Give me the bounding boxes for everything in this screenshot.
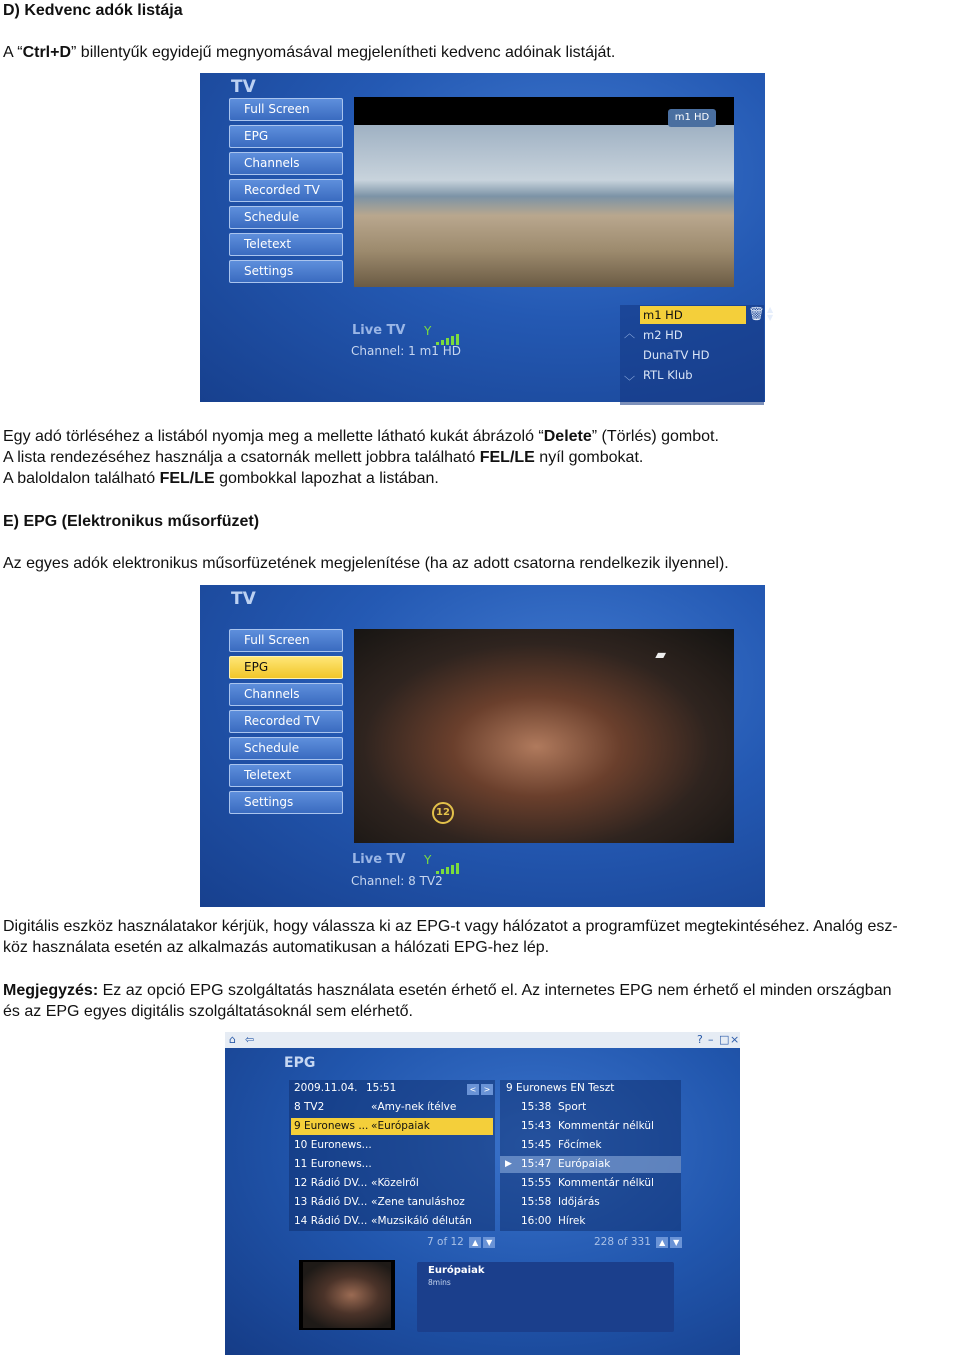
maximize-icon[interactable]: □ [719, 1033, 730, 1046]
epg-channel-row[interactable] [291, 1099, 493, 1116]
favorite-item[interactable]: RTL Klub [643, 368, 693, 382]
p2-text-post: nyíl gombokat. [534, 449, 644, 466]
menu-teletext[interactable]: Teletext [229, 764, 343, 787]
schedule-title: Kommentár nélkül [558, 1177, 654, 1189]
channel-name: 10 Euronews... [294, 1139, 372, 1151]
schedule-row[interactable] [500, 1137, 681, 1154]
p1-text-pre: Egy adó törléséhez a listából nyomja meg a mellette látható kukát ábrázoló “ [3, 428, 544, 445]
schedule-time: 15:55 [521, 1177, 552, 1189]
channel-name: 8 TV2 [294, 1101, 325, 1113]
p3-text-pre: A baloldalon található [3, 470, 160, 487]
pager-up-icon[interactable]: ▲ [656, 1237, 668, 1248]
schedule-title: Időjárás [558, 1196, 600, 1208]
section-d-intro [3, 42, 615, 63]
video-area[interactable] [354, 629, 734, 843]
sort-arrows-icon[interactable]: ▲ ▼ [767, 305, 774, 322]
intro-text-pre: A “ [3, 44, 23, 61]
tv-menu [229, 629, 343, 818]
channel-name: 12 Rádió DV... [294, 1177, 368, 1189]
intro-text-post: ” billentyűk egyidejű megnyomásával megjelenítheti kedvenc adóinak listáját. [71, 44, 616, 61]
schedule-pager [594, 1236, 682, 1248]
epg-title-bar [225, 1032, 740, 1048]
help-icon[interactable]: ? [697, 1033, 703, 1046]
schedule-time: 15:58 [521, 1196, 552, 1208]
schedule-row-selected[interactable] [500, 1156, 681, 1173]
program-name: «Amy-nek ítélve [371, 1101, 457, 1113]
epg-channel-row[interactable] [291, 1137, 493, 1154]
note-label: Megjegyzés: [3, 982, 99, 999]
beach-scene-image [354, 125, 734, 287]
menu-channels[interactable]: Channels [229, 683, 343, 706]
tv-title: TV [231, 77, 256, 97]
menu-schedule[interactable]: Schedule [229, 737, 343, 760]
drama-scene-image [354, 629, 734, 843]
list-up-arrow-icon[interactable]: ︿ [624, 327, 635, 340]
section-d-p1 [3, 426, 719, 447]
home-icon[interactable]: ⌂ [229, 1033, 236, 1046]
epg-channel-row-selected[interactable] [291, 1118, 493, 1135]
section-e-heading: E) EPG (Elektronikus műsorfüzet) [3, 513, 260, 530]
schedule-title: Sport [558, 1101, 587, 1113]
epg-time: 15:51 [366, 1082, 397, 1094]
prev-day-icon[interactable]: < [467, 1084, 479, 1095]
schedule-title: Főcímek [558, 1139, 602, 1151]
list-down-arrow-icon[interactable]: ﹀ [624, 375, 635, 388]
live-tv-label: Live TV [352, 852, 406, 867]
schedule-row[interactable] [500, 1175, 681, 1192]
program-name: «Muzsikáló délután [371, 1215, 472, 1227]
back-icon[interactable]: ⇦ [245, 1033, 255, 1046]
schedule-row[interactable] [500, 1099, 681, 1116]
menu-channels[interactable]: Channels [229, 152, 343, 175]
channel-logo: m1 HD [668, 109, 716, 127]
epg-channel-row[interactable] [291, 1213, 493, 1230]
schedule-time: 16:00 [521, 1215, 552, 1227]
schedule-time: 15:45 [521, 1139, 552, 1151]
pager-down-icon[interactable]: ▼ [483, 1237, 495, 1248]
menu-epg[interactable]: EPG [229, 125, 343, 148]
play-arrow-icon: ▶ [505, 1159, 512, 1169]
epg-screenshot [225, 1032, 740, 1355]
p1-bold: Delete [543, 428, 592, 445]
epg-preview-thumbnail[interactable] [299, 1260, 395, 1330]
menu-teletext[interactable]: Teletext [229, 233, 343, 256]
tv-title: TV [231, 589, 256, 609]
channel-name: 14 Rádió DV... [294, 1215, 368, 1227]
schedule-time: 15:43 [521, 1120, 552, 1132]
minimize-icon[interactable]: – [708, 1033, 714, 1046]
section-e-note [3, 980, 892, 1001]
epg-title: EPG [284, 1055, 316, 1071]
preview-image [303, 1262, 391, 1328]
schedule-time: 15:38 [521, 1101, 552, 1113]
p1-text-post: ” (Törlés) gombot. [591, 428, 719, 445]
favorite-item[interactable]: m2 HD [643, 328, 683, 342]
close-icon[interactable]: × [730, 1033, 740, 1046]
epg-date: 2009.11.04. [294, 1082, 358, 1094]
intro-key: Ctrl+D [22, 44, 72, 61]
menu-recorded-tv[interactable]: Recorded TV [229, 179, 343, 202]
schedule-time: 15:47 [521, 1158, 552, 1170]
tv-screenshot-epg-menu [200, 585, 765, 907]
favorite-item[interactable]: DunaTV HD [643, 348, 710, 362]
note-line1: Ez az opció EPG szolgáltatás használata esetén érhető el. Az internetes EPG nem érhető el minden országban [98, 982, 892, 999]
channel-info: Channel: 8 TV2 [351, 874, 443, 888]
signal-strength-icon [436, 855, 461, 869]
program-name: «Közelről [371, 1177, 419, 1189]
epg-schedule-panel [500, 1080, 681, 1231]
epg-channel-panel [289, 1080, 495, 1231]
schedule-title: Kommentár nélkül [558, 1120, 654, 1132]
age-rating-badge: 12 [432, 802, 454, 824]
schedule-row[interactable] [500, 1194, 681, 1211]
channel-pager [427, 1236, 495, 1248]
menu-epg[interactable]: EPG [229, 656, 343, 679]
channel-pager-text: 7 of 12 [427, 1236, 464, 1248]
section-e-p1-line1: Digitális eszköz használatakor kérjük, hogy válassza ki az EPG-t vagy hálózatot a programfüzet megtekintéséhez. Analóg esz- [3, 918, 898, 935]
channel-name: 9 Euronews ... [294, 1120, 369, 1132]
program-info-duration: 8mins [428, 1278, 451, 1287]
p3-bold: FEL/LE [159, 470, 215, 487]
next-day-icon[interactable]: > [481, 1084, 493, 1095]
schedule-title: Hírek [558, 1215, 586, 1227]
p2-text-pre: A lista rendezéséhez használja a csatornák mellett jobbra található [3, 449, 480, 466]
signal-strength-icon [436, 326, 461, 340]
channel-logo-icon: ▰ [655, 647, 666, 663]
section-d-heading: D) Kedvenc adók listája [3, 2, 183, 19]
section-e-intro: Az egyes adók elektronikus műsorfüzetének megjelenítése (ha az adott csatorna rendelkezik ilyennel). [3, 555, 729, 572]
delete-trash-icon[interactable]: 🗑 [748, 307, 765, 322]
section-e-note-line2: és az EPG egyes digitális szolgáltatásoknál sem elérhető. [3, 1003, 413, 1020]
tv-screenshot-favorites [200, 73, 774, 402]
section-d-p3 [3, 468, 439, 489]
menu-full-screen[interactable]: Full Screen [229, 98, 343, 121]
menu-schedule[interactable]: Schedule [229, 206, 343, 229]
pager-up-icon[interactable]: ▲ [469, 1237, 481, 1248]
channel-name: 13 Rádió DV... [294, 1196, 368, 1208]
schedule-row[interactable] [500, 1213, 681, 1230]
antenna-icon: Y [424, 853, 432, 867]
p2-bold: FEL/LE [479, 449, 535, 466]
menu-settings[interactable]: Settings [229, 260, 343, 283]
antenna-icon: Y [424, 324, 432, 338]
epg-channel-row[interactable] [291, 1156, 493, 1173]
program-name: «Zene tanuláshoz [371, 1196, 465, 1208]
schedule-title: Európaiak [558, 1158, 611, 1170]
menu-full-screen[interactable]: Full Screen [229, 629, 343, 652]
schedule-row[interactable] [500, 1118, 681, 1135]
section-d-p2 [3, 447, 643, 468]
pager-down-icon[interactable]: ▼ [670, 1237, 682, 1248]
tv-menu [229, 98, 343, 287]
menu-recorded-tv[interactable]: Recorded TV [229, 710, 343, 733]
channel-info: Channel: 1 m1 HD [351, 344, 461, 358]
channel-name: 11 Euronews... [294, 1158, 372, 1170]
program-name: «Európaiak [371, 1120, 430, 1132]
favorite-item[interactable]: m1 HD [640, 306, 746, 324]
p3-text-post: gombokkal lapozhat a listában. [214, 470, 439, 487]
live-tv-label: Live TV [352, 323, 406, 338]
epg-channel-row[interactable] [291, 1175, 493, 1192]
epg-channel-row[interactable] [291, 1194, 493, 1211]
program-info-title: Európaiak [428, 1265, 485, 1276]
schedule-channel-title: 9 Euronews EN Teszt [506, 1082, 615, 1094]
section-e-p1-line2: köz használata esetén az alkalmazás automatikusan a hálózati EPG-hez lép. [3, 939, 550, 956]
schedule-pager-text: 228 of 331 [594, 1236, 651, 1248]
program-info-box [417, 1262, 674, 1332]
video-area[interactable] [354, 97, 734, 287]
favorites-list [620, 305, 774, 405]
menu-settings[interactable]: Settings [229, 791, 343, 814]
